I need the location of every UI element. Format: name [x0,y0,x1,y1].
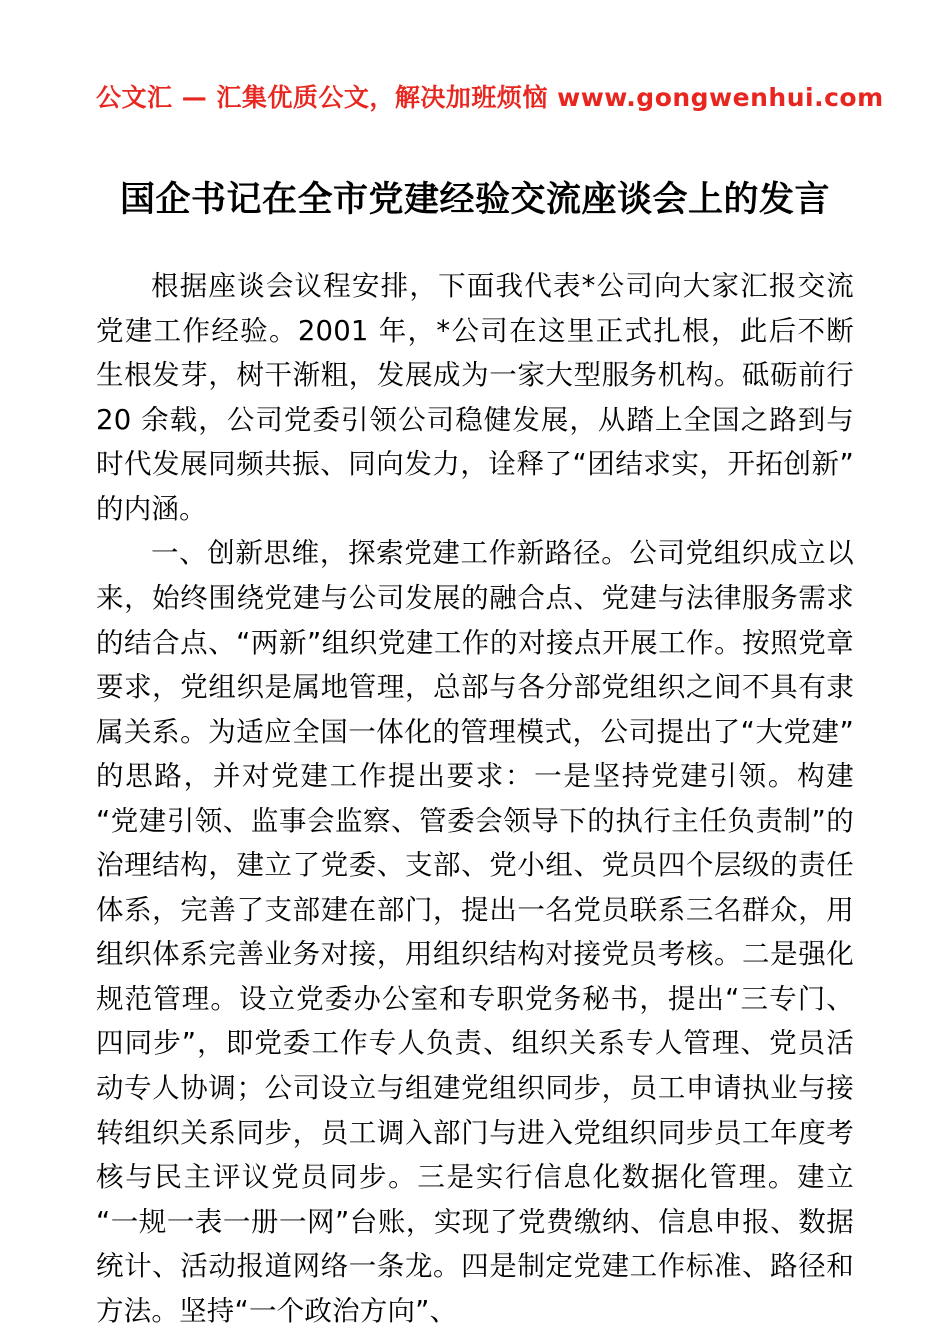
document-body [96,264,854,1333]
page-title: 国企书记在全市党建经验交流座谈会上的发言 [119,180,830,220]
paragraph: 一、创新思维，探索党建工作新路径。公司党组织成立以来，始终围绕党建与公司发展的融合点、党建与法律服务需求的结合点、“两新”组织党建工作的对接点开展工作。按照党章要求，党组织是属地管理，总部与各分部党组织之间不具有隶属关系。为适应全国一体化的管理模式，公司提出了“大党建”的思路，并对党建工作提出要求：一是坚持党建引领。构建“党建引领、监事会监察、管委会领导下的执行主任负责制”的治理结构，建立了党委、支部、党小组、党员四个层级的责任体系，完善了支部建在部门，提出一名党员联系三名群众，用组织体系完善业务对接，用组织结构对接党员考核。二是强化规范管理。设立党委办公室和专职党务秘书，提出“三专门、四同步”，即党委工作专人负责、组织关系专人管理、党员活动专人协调；公司设立与组建党组织同步，员工申请执业与接转组织关系同步，员工调入部门与进入党组织同步员工年度考核与民主评议党员同步。三是实行信息化数据化管理。建立“一规一表一册一网”台账，实现了党费缴纳、信息申报、数据统计、活动报道网络一条龙。四是制定党建工作标准、路径和方法。坚持“一个政治方向”、 [96,537,854,1327]
paragraph: 根据座谈会议程安排，下面我代表*公司向大家汇报交流党建工作经验。2001 年，*公司在这里正式扎根，此后不断生根发芽，树干渐粗，发展成为一家大型服务机构。砥砺前行 20 余载，公司党委引领公司稳健发展，从踏上全国之路到与时代发展同频共振、同向发力，诠释了“团结求实，开拓创新”的内涵。 [96,270,854,525]
site-watermark: 公文汇 — 汇集优质公文，解决加班烦恼 www.gongwenhui.com [96,83,884,112]
